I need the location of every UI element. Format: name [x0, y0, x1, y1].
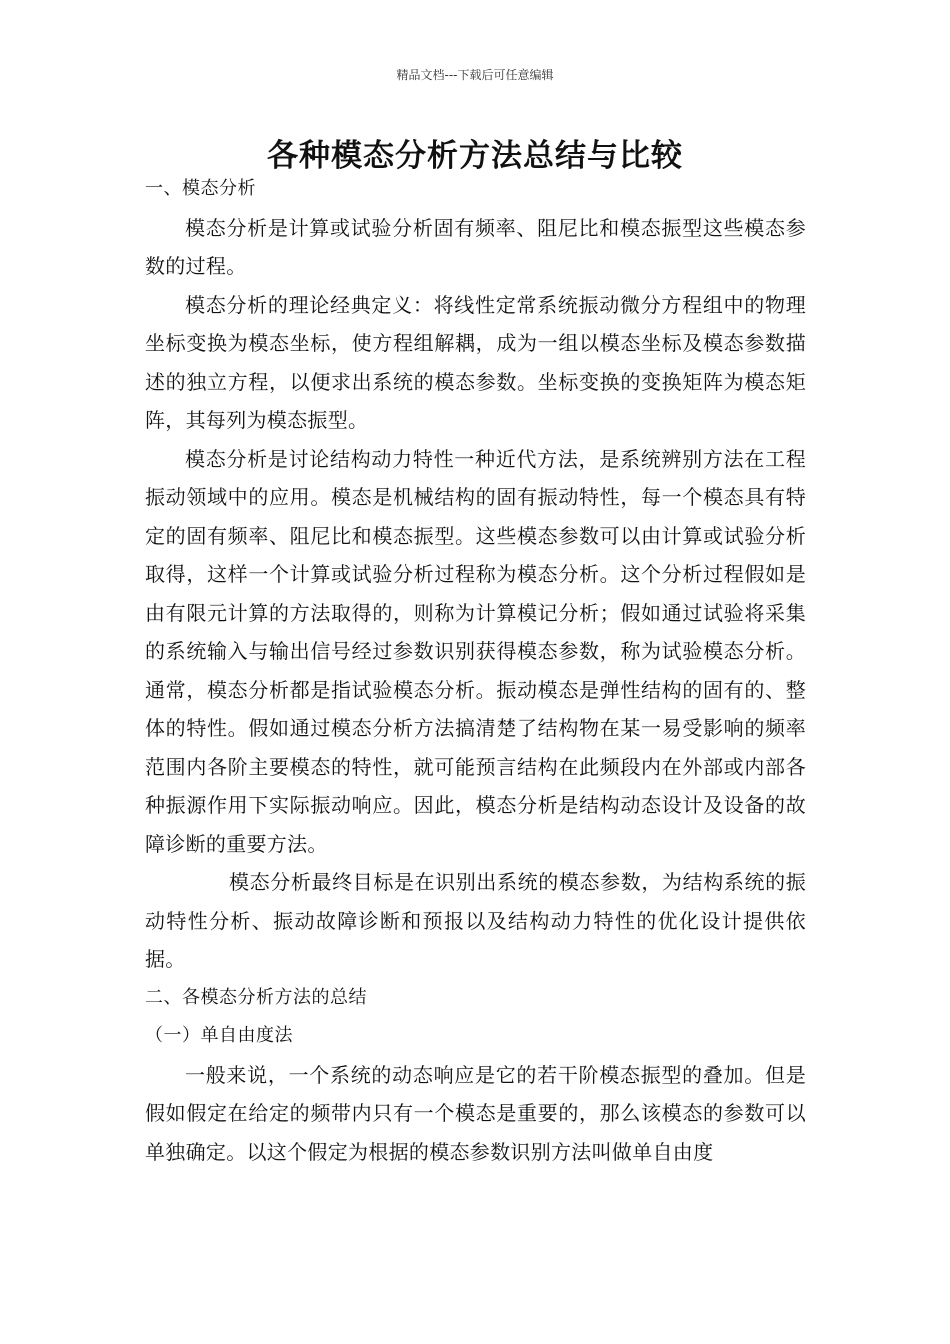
section-heading-methods-summary: 二、各模态分析方法的总结 [145, 986, 367, 1008]
document-title: 各种模态分析方法总结与比较 [267, 138, 683, 174]
paragraph: 模态分析是讨论结构动力特性一种近代方法，是系统辨别方法在工程振动领域中的应用。模态是机械结构的固有振动特性，每一个模态具有特定的固有频率、阻尼比和模态振型。这些模态参数可以由计算或试验分析取得，这样一个计算或试验分析过程称为模态分析。这个分析过程假如是由有限元计算的方法取得的，则称为计算模记分析；假如通过试验将采集的系统输入与输出信号经过参数识别获得模态参数，称为试验模态分析。通常，模态分析都是指试验模态分析。振动模态是弹性结构的固有的、整体的特性。假如通过模态分析方法搞清楚了结构物在某一易受影响的频率范围内各阶主要模态的特性，就可能预言结构在此频段内在外部或内部各种振源作用下实际振动响应。因此，模态分析是结构动态设计及设备的故障诊断的重要方法。 [145, 446, 806, 856]
document-body [145, 170, 806, 1171]
header-note: 精品文档---下载后可任意编辑 [396, 68, 554, 82]
section-heading-modal-analysis: 一、模态分析 [145, 178, 256, 199]
subsection-heading-sdof: （一）单自由度法 [145, 1025, 293, 1046]
paragraph: 一般来说，一个系统的动态响应是它的若干阶模态振型的叠加。但是假如假定在给定的频带内只有一个模态是重要的，那么该模态的参数可以单独确定。以这个假定为根据的模态参数识别方法叫做单自由度 [145, 1062, 806, 1164]
paragraph: 模态分析是计算或试验分析固有频率、阻尼比和模态振型这些模态参数的过程。 [145, 215, 806, 278]
paragraph: 模态分析最终目标是在识别出系统的模态参数，为结构系统的振动特性分析、振动故障诊断和预报以及结构动力特性的优化设计提供依据。 [145, 870, 806, 971]
paragraph: 模态分析的理论经典定义：将线性定常系统振动微分方程组中的物理坐标变换为模态坐标，使方程组解耦，成为一组以模态坐标及模态参数描述的独立方程，以便求出系统的模态参数。坐标变换的变换矩阵为模态矩阵，其每列为模态振型。 [145, 292, 806, 432]
